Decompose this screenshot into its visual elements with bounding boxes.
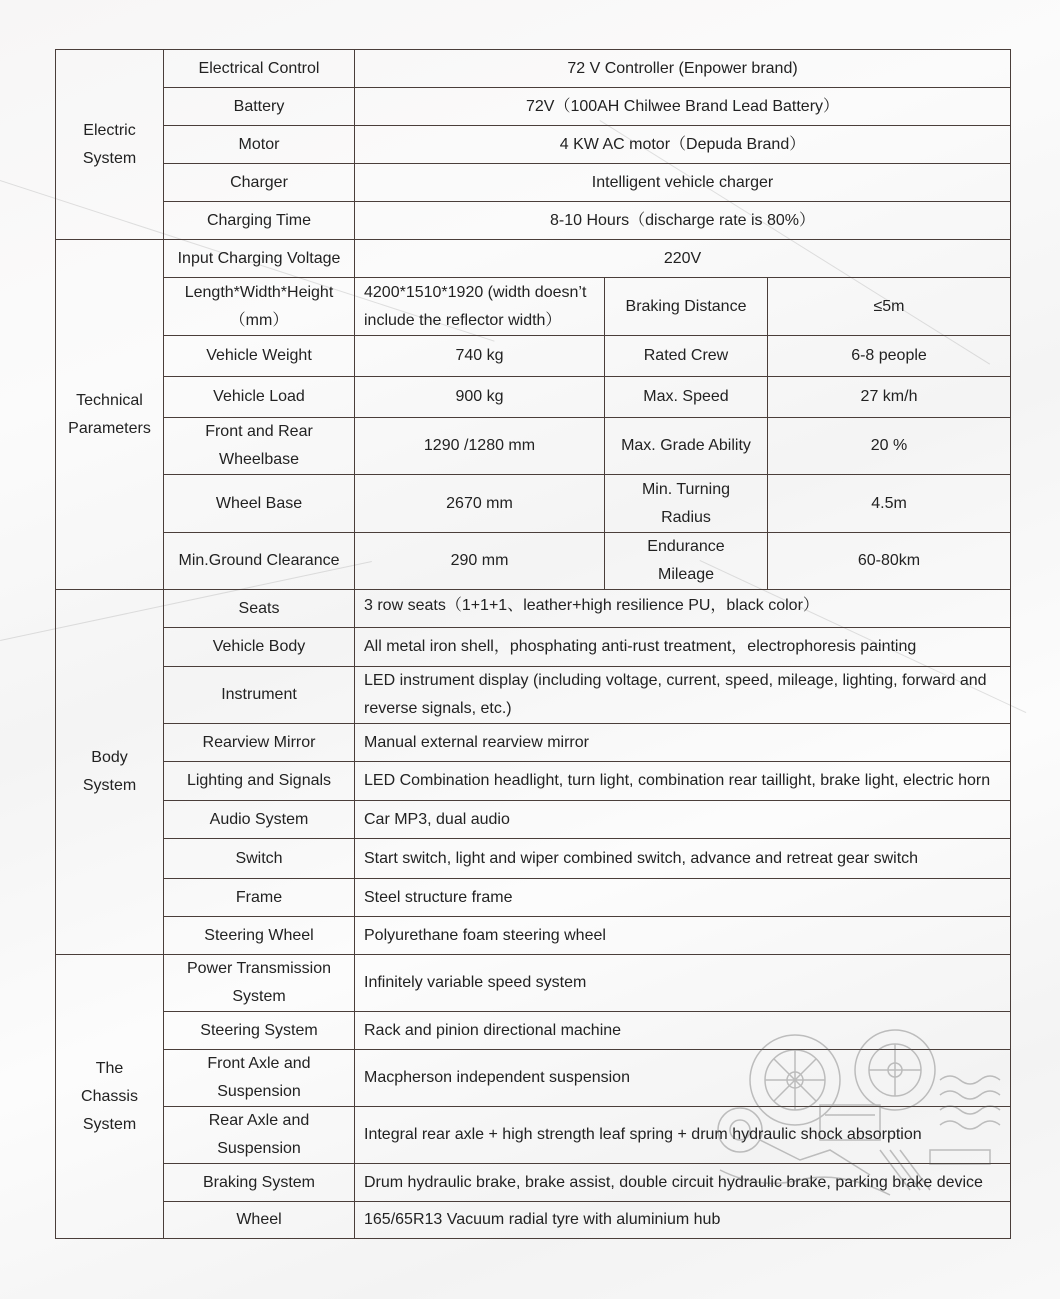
section-label-electric: Electric System [56,50,164,240]
spec-value: 2670 mm [355,475,605,533]
table-row [56,667,1011,724]
spec-name: Charger [164,164,355,202]
spec-value: 290 mm [355,533,605,590]
table-row [56,240,1011,278]
spec-value: 20 % [768,418,1011,475]
spec-name: Lighting and Signals [164,762,355,801]
spec-value: 220V [355,240,1011,278]
spec-value: 8-10 Hours（discharge rate is 80%） [355,202,1011,240]
spec-name: Motor [164,126,355,164]
spec-value: 165/65R13 Vacuum radial tyre with aluminium hub [355,1202,1011,1239]
table-row [56,879,1011,917]
table-row [56,50,1011,88]
spec-name: Rearview Mirror [164,724,355,762]
spec-name: Instrument [164,667,355,724]
spec-value: Car MP3, dual audio [355,801,1011,839]
spec-name: Length*Width*Height （mm） [164,278,355,336]
spec-value: 27 km/h [768,377,1011,418]
spec-name: Steering Wheel [164,917,355,955]
section-label-body: Body System [56,590,164,955]
table-row [56,533,1011,590]
table-row [56,377,1011,418]
spec-name: Front Axle and Suspension [164,1050,355,1107]
spec-name: Battery [164,88,355,126]
spec-name: Audio System [164,801,355,839]
spec-value: Manual external rearview mirror [355,724,1011,762]
spec-value: 1290 /1280 mm [355,418,605,475]
table-row [56,418,1011,475]
table-row [56,839,1011,879]
table-row [56,475,1011,533]
spec-value: LED instrument display (including voltage, current, speed, mileage, lighting, forward and reverse signals, etc.) [355,667,1011,724]
spec-value: ≤5m [768,278,1011,336]
table-row [56,801,1011,839]
spec-name: Max. Speed [605,377,768,418]
section-label-chassis: The Chassis System [56,955,164,1239]
spec-value: 6-8 people [768,336,1011,377]
spec-name: Seats [164,590,355,628]
spec-name: Switch [164,839,355,879]
spec-name: Max. Grade Ability [605,418,768,475]
spec-name: Input Charging Voltage [164,240,355,278]
spec-value: 4200*1510*1920 (width doesn’t include the reflector width） [355,278,605,336]
spec-value: 4 KW AC motor（Depuda Brand） [355,126,1011,164]
table-row [56,590,1011,628]
spec-name: Vehicle Load [164,377,355,418]
spec-name: Front and Rear Wheelbase [164,418,355,475]
spec-name: Min. Turning Radius [605,475,768,533]
spec-name: Charging Time [164,202,355,240]
spec-name: Braking System [164,1164,355,1202]
spec-value: All metal iron shell，phosphating anti-rust treatment，electrophoresis painting [355,628,1011,667]
spec-name: Power Transmission System [164,955,355,1012]
spec-value: Rack and pinion directional machine [355,1012,1011,1050]
table-row [56,628,1011,667]
spec-name: Rear Axle and Suspension [164,1107,355,1164]
spec-value: 72 V Controller (Enpower brand) [355,50,1011,88]
table-row [56,202,1011,240]
table-row [56,126,1011,164]
spec-name: Endurance Mileage [605,533,768,590]
table-row [56,278,1011,336]
spec-value: 900 kg [355,377,605,418]
table-row [56,955,1011,1012]
spec-value: Polyurethane foam steering wheel [355,917,1011,955]
spec-value: Integral rear axle + high strength leaf spring + drum hydraulic shock absorption [355,1107,1011,1164]
table-row [56,724,1011,762]
spec-value: 60-80km [768,533,1011,590]
auto-parts-illustration-icon [700,1020,1020,1210]
spec-value: Steel structure frame [355,879,1011,917]
spec-value: LED Combination headlight, turn light, combination rear taillight, brake light, electric horn [355,762,1011,801]
spec-name: Wheel Base [164,475,355,533]
spec-value: 4.5m [768,475,1011,533]
table-row [56,762,1011,801]
spec-value: 740 kg [355,336,605,377]
spec-name: Rated Crew [605,336,768,377]
section-label-technical: Technical Parameters [56,240,164,590]
spec-name: Steering System [164,1012,355,1050]
spec-value: Start switch, light and wiper combined switch, advance and retreat gear switch [355,839,1011,879]
spec-value: Macpherson independent suspension [355,1050,1011,1107]
spec-value: 72V（100AH Chilwee Brand Lead Battery） [355,88,1011,126]
spec-value: Intelligent vehicle charger [355,164,1011,202]
spec-name: Braking Distance [605,278,768,336]
spec-name: Frame [164,879,355,917]
spec-value: Infinitely variable speed system [355,955,1011,1012]
table-row [56,88,1011,126]
spec-value: Drum hydraulic brake, brake assist, double circuit hydraulic brake, parking brake device [355,1164,1011,1202]
spec-value: 3 row seats（1+1+1、leather+high resilience PU，black color） [355,590,1011,628]
spec-name: Wheel [164,1202,355,1239]
spec-name: Electrical Control [164,50,355,88]
table-row [56,336,1011,377]
table-row [56,164,1011,202]
table-row [56,917,1011,955]
spec-name: Min.Ground Clearance [164,533,355,590]
spec-name: Vehicle Weight [164,336,355,377]
spec-name: Vehicle Body [164,628,355,667]
